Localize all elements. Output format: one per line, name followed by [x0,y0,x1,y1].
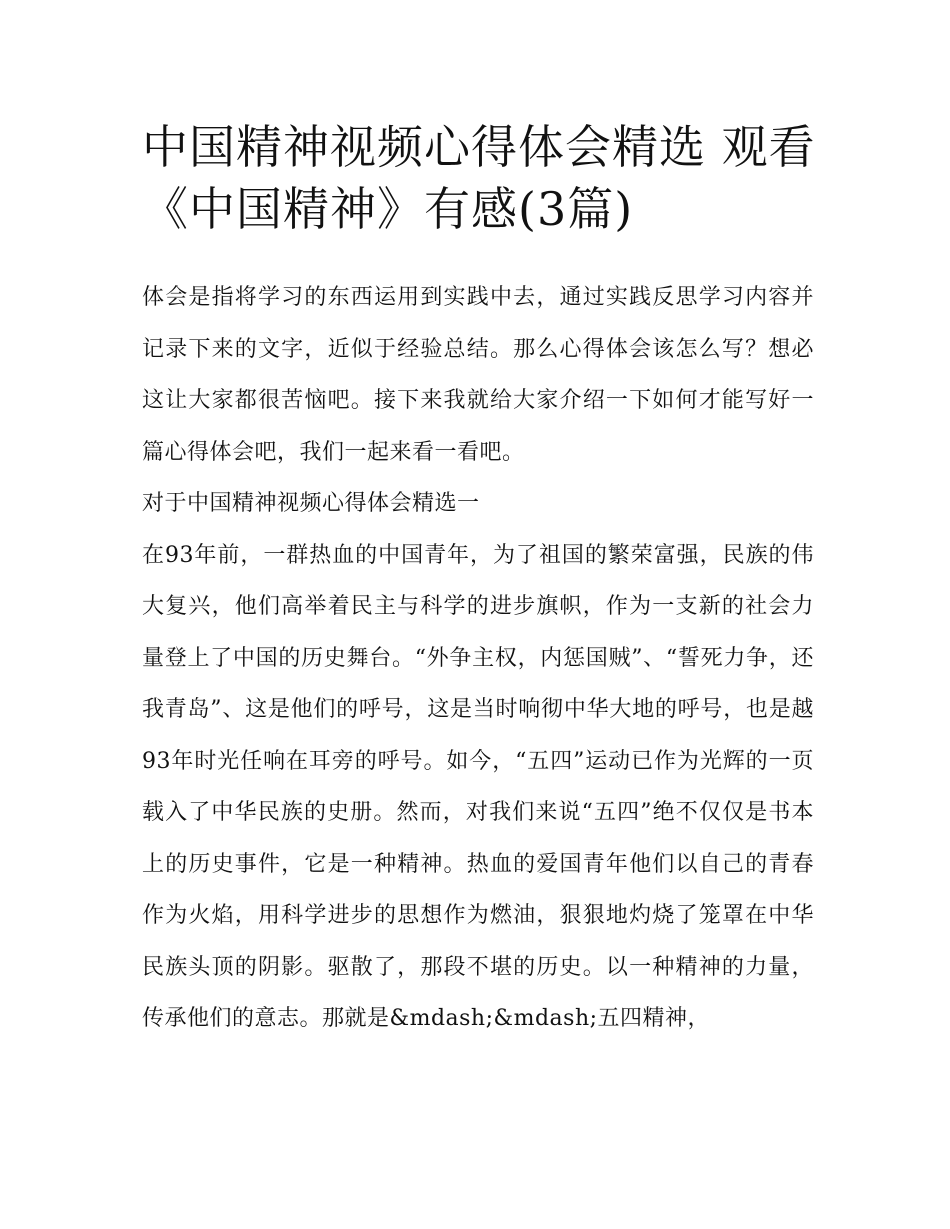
body-paragraph: 在93年前，一群热血的中国青年，为了祖国的繁荣富强，民族的伟大复兴，他们高举着民主与科学的进步旗帜，作为一支新的社会力量登上了中国的历史舞台。“外争主权，内惩国贼”、“誓死力争，还我青岛”、这是他们的呼号，这是当时响彻中华大地的呼号，也是越93年时光任响在耳旁的呼号。如今，“五四”运动已作为光辉的一页载入了中华民族的史册。然而，对我们来说“五四”绝不仅仅是书本上的历史事件，它是一种精神。热血的爱国青年他们以自己的青春作为火焰，用科学进步的思想作为燃油，狠狠地灼烧了笼罩在中华民族头顶的阴影。驱散了，那段不堪的历史。以一种精神的力量，传承他们的意志。那就是&mdash;&mdash;五四精神， [142,542,814,1031]
intro-paragraph: 体会是指将学习的东西运用到实践中去，通过实践反思学习内容并记录下来的文字，近似于经验总结。那么心得体会该怎么写？想必这让大家都很苦恼吧。接下来我就给大家介绍一下如何才能写好一篇心得体会吧，我们一起来看一看吧。 [142,285,814,465]
document-title: 中国精神视频心得体会精选 观看《中国精神》有感(3篇) [142,120,816,236]
section-heading: 对于中国精神视频心得体会精选一 [142,491,480,516]
document-body [142,272,814,1045]
